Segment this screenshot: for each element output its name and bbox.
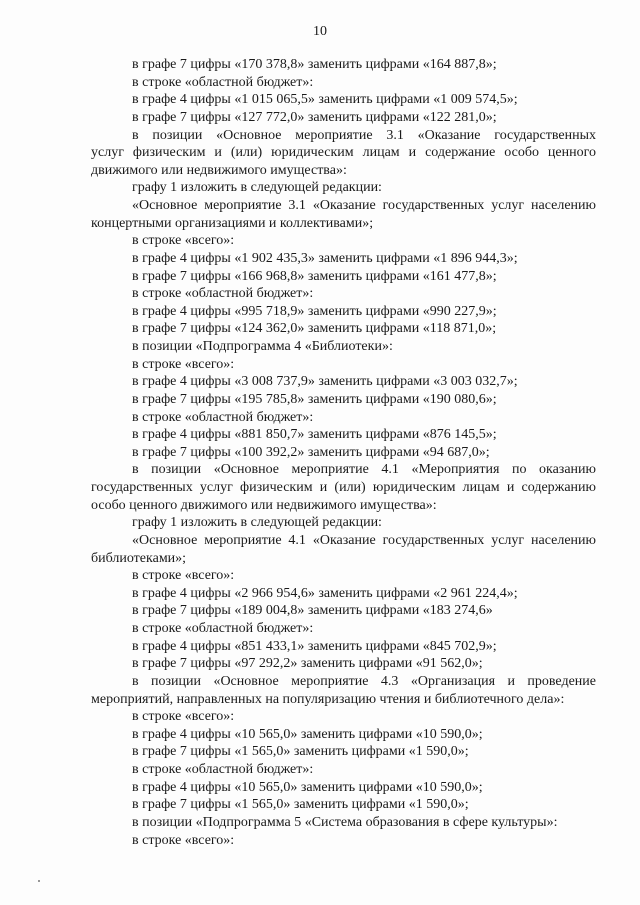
text-line: государственных услуг физическим и (или) юридическим лицам и содержанию: [91, 480, 596, 495]
text-line: в строке «всего»:: [132, 832, 235, 848]
text-line: в позиции «Основное мероприятие 4.1 «Мероприятия по оказанию: [132, 462, 596, 478]
text-line: в графе 4 цифры «995 718,9» заменить цифрами «990 227,9»;: [132, 303, 497, 319]
text-line: в графе 4 цифры «3 008 737,9» заменить цифрами «3 003 032,7»;: [132, 374, 518, 390]
text-line: в строке «областной бюджет»:: [132, 409, 314, 425]
text-line: «Основное мероприятие 4.1 «Оказание государственных услуг населению: [132, 532, 596, 548]
text-line: библиотеками»;: [91, 550, 187, 566]
text-line: концертными организациями и коллективами»;: [91, 215, 374, 231]
text-line: услуг физическим и (или) юридическим лицам и содержание особо ценного: [91, 145, 596, 161]
text-line: в строке «областной бюджет»:: [132, 74, 314, 90]
text-line: «Основное мероприятие 3.1 «Оказание государственных услуг населению: [132, 198, 596, 213]
text-line: особо ценного движимого или недвижимого имущества»:: [91, 497, 437, 513]
text-line: в позиции «Подпрограмма 5 «Система образования в сфере культуры»:: [132, 814, 558, 830]
text-line: в графе 4 цифры «10 565,0» заменить цифрами «10 590,0»;: [132, 726, 483, 742]
text-line: в графе 4 цифры «1 015 065,5» заменить цифрами «1 009 574,5»;: [132, 92, 518, 108]
text-line: в графе 7 цифры «97 292,2» заменить цифрами «91 562,0»;: [132, 656, 483, 672]
text-line: в строке «областной бюджет»:: [132, 621, 314, 636]
text-line: в строке «всего»:: [132, 568, 235, 584]
text-line: в графе 7 цифры «170 378,8» заменить цифрами «164 887,8»;: [132, 57, 497, 72]
text-line: в строке «всего»:: [132, 356, 235, 372]
text-line: в графе 7 цифры «124 362,0» заменить цифрами «118 871,0»;: [132, 321, 497, 337]
text-line: в позиции «Основное мероприятие 4.3 «Организация и проведение: [132, 673, 596, 689]
text-line: в графе 7 цифры «127 772,0» заменить цифрами «122 281,0»;: [132, 109, 497, 125]
text-line: в графе 4 цифры «10 565,0» заменить цифрами «10 590,0»;: [132, 779, 483, 795]
text-line: графу 1 изложить в следующей редакции:: [132, 180, 382, 196]
text-line: в позиции «Основное мероприятие 3.1 «Оказание государственных: [132, 127, 596, 143]
text-line: в строке «всего»:: [132, 709, 235, 725]
text-line: в графе 7 цифры «189 004,8» заменить цифрами «183 274,6»: [132, 603, 493, 619]
scan-speck: [38, 880, 40, 882]
text-line: в графе 7 цифры «195 785,8» заменить цифрами «190 080,6»;: [132, 391, 497, 407]
text-line: в строке «всего»:: [132, 233, 235, 249]
text-line: мероприятий, направленных на популяризацию чтения и библиотечного дела»:: [91, 691, 565, 707]
text-line: движимого или недвижимого имущества»:: [91, 162, 347, 178]
text-line: в графе 7 цифры «1 565,0» заменить цифрами «1 590,0»;: [132, 797, 469, 813]
text-line: в строке «областной бюджет»:: [132, 286, 314, 302]
text-line: в позиции «Подпрограмма 4 «Библиотеки»:: [132, 339, 393, 354]
text-line: графу 1 изложить в следующей редакции:: [132, 515, 382, 531]
text-line: в графе 4 цифры «851 433,1» заменить цифрами «845 702,9»;: [132, 638, 497, 654]
text-line: в графе 7 цифры «166 968,8» заменить цифрами «161 477,8»;: [132, 268, 497, 284]
text-line: в строке «областной бюджет»:: [132, 762, 314, 777]
text-line: в графе 4 цифры «881 850,7» заменить цифрами «876 145,5»;: [132, 427, 497, 443]
text-line: в графе 7 цифры «1 565,0» заменить цифрами «1 590,0»;: [132, 744, 469, 760]
text-line: в графе 4 цифры «1 902 435,3» заменить цифрами «1 896 944,3»;: [132, 250, 518, 266]
text-line: в графе 7 цифры «100 392,2» заменить цифрами «94 687,0»;: [132, 444, 490, 460]
text-line: в графе 4 цифры «2 966 954,6» заменить цифрами «2 961 224,4»;: [132, 585, 518, 601]
page-number: 10: [313, 24, 327, 39]
document-body: [91, 56, 596, 849]
